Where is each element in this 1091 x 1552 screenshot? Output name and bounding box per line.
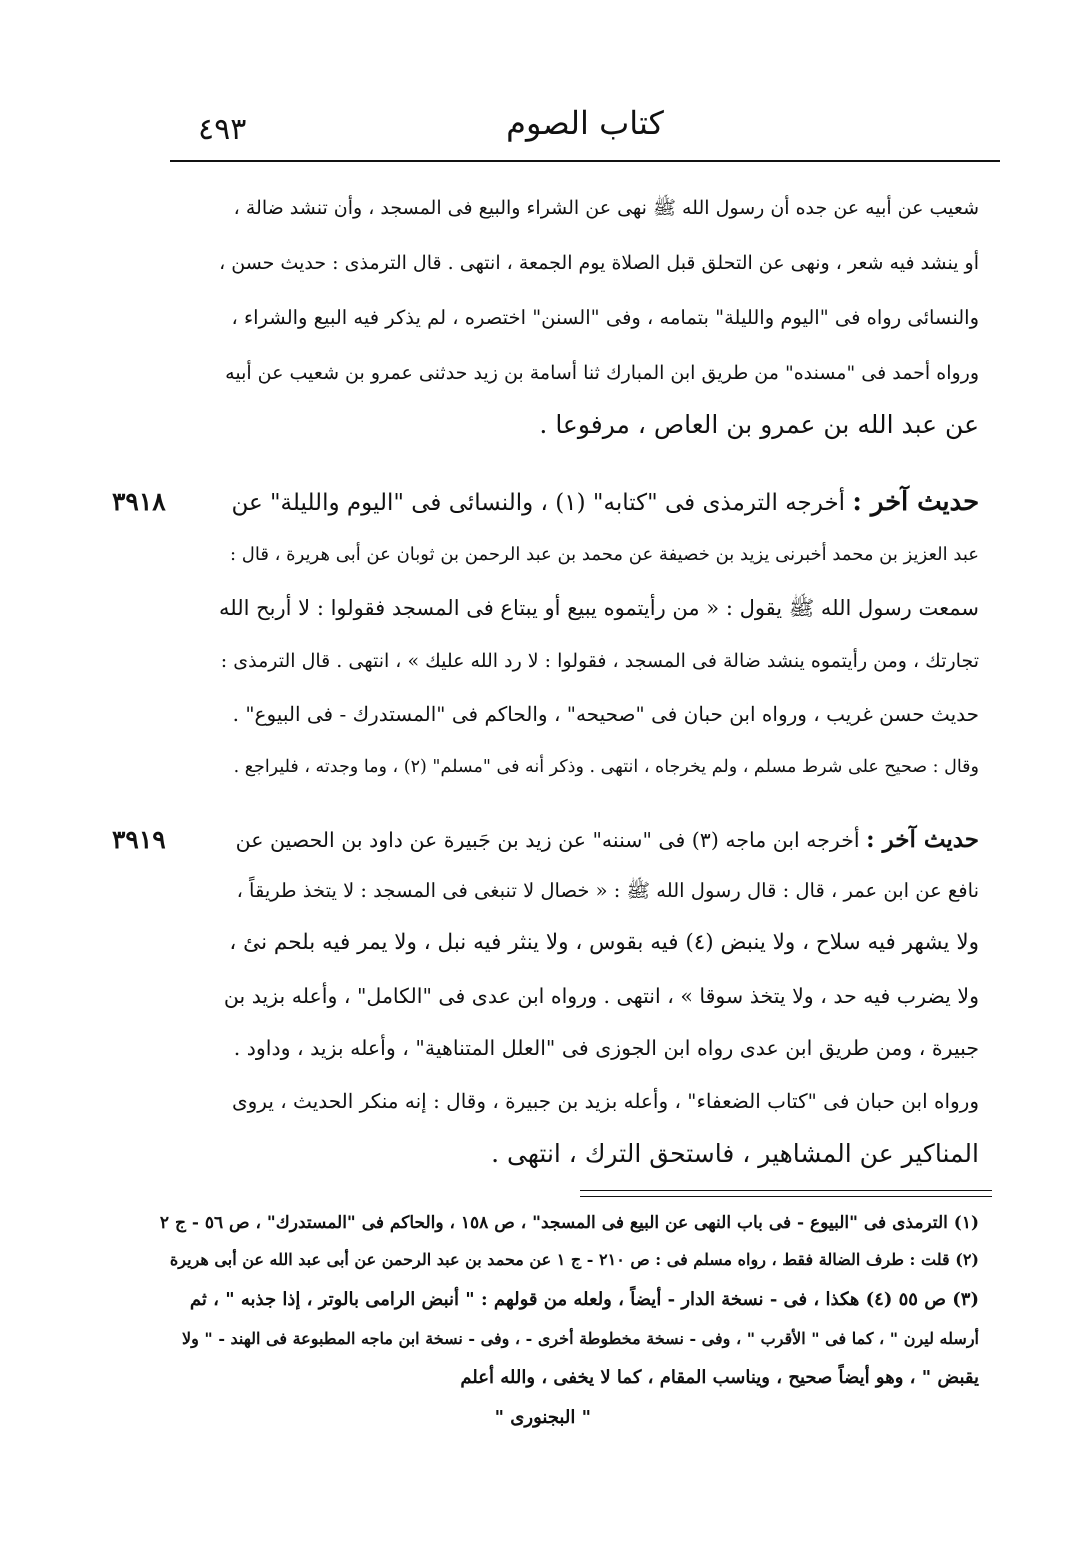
hadith-first-line xyxy=(231,484,979,520)
text-line: ورواه أحمد فى "مسنده" من طريق ابن المبارك ثنا أسامة بن زيد حدثنى عمرو بن شعيب عن أبيه xyxy=(225,362,979,384)
text-line: سمعت رسول الله ﷺ يقول : « من رأيتموه يبيع أو يبتاع فى المسجد فقولوا : لا أربح الله xyxy=(219,596,979,620)
text-line: أو ينشد فيه شعر ، ونهى عن التحلق قبل الصلاة يوم الجمعة ، انتهى . قال الترمذى : حديث حسن ، xyxy=(219,252,979,274)
text-line: وقال : صحيح على شرط مسلم ، ولم يخرجاه ، انتهى . وذكر أنه فى "مسلم" (٢) ، وما وجدته ، فليراجع . xyxy=(233,757,979,777)
text-line: تجارتك ، ومن رأيتموه ينشد ضالة فى المسجد ، فقولوا : لا رد الله عليك » ، انتهى . قال الترمذى : xyxy=(220,650,979,672)
text-line: جبيرة ، ومن طريق ابن عدى رواه ابن الجوزى فى "العلل المتناهية" ، وأعله بزيد ، وداود . xyxy=(233,1036,979,1060)
text-line: ولا يشهر فيه سلاح ، ولا ينبض (٤) فيه بقوس ، ولا ينثر فيه نبل ، ولا يمر فيه بلحم نئ ، xyxy=(229,930,979,955)
text-line: ولا يضرب فيه حد ، ولا يتخذ سوقا » ، انتهى . ورواه ابن عدى فى "الكامل" ، وأعله بزيد بن xyxy=(223,984,979,1008)
header-divider xyxy=(170,160,1000,162)
hadith-lead: حديث آخر : xyxy=(852,487,979,517)
hadith-number: ٣٩١٩ xyxy=(112,825,166,854)
hadith-number: ٣٩١٨ xyxy=(112,487,166,516)
footnote: (١) الترمذى فى "البيوع - فى باب النهى عن البيع فى المسجد" ، ص ١٥٨ ، والحاكم فى "المستدرك" ، ص ٥٦ - ج ٢ xyxy=(159,1213,979,1233)
footnote: يقبض " ، وهو أيضاً صحيح ، ويناسب المقام ، كما لا يخفى ، والله أعلم xyxy=(460,1367,979,1388)
hadith-first-line-text: أخرجه الترمذى فى "كتابه" (١) ، والنسائى فى "اليوم والليلة" عن xyxy=(231,490,846,516)
footnote-divider xyxy=(580,1190,992,1191)
footnote: أرسله ليرن " ، كما فى " الأقرب " ، وفى - نسخة مخطوطة أخرى - ، وفى - نسخة ابن ماجه المطبوعة فى الهند - " ولا xyxy=(181,1329,979,1348)
page-title: كتاب الصوم xyxy=(506,104,664,142)
text-line: عبد العزيز بن محمد أخبرنى يزيد بن خصيفة عن محمد بن عبد الرحمن بن ثوبان عن أبى هريرة ، قال : xyxy=(229,544,979,565)
hadith-first-line xyxy=(236,822,979,858)
footnote-divider xyxy=(580,1196,992,1197)
hadith-lead: حديث آخر : xyxy=(866,826,979,853)
text-line: المناكير عن المشاهير ، فاستحق الترك ، انتهى . xyxy=(491,1139,979,1168)
footnote: (٢) قلت : طرف الضالة فقط ، رواه مسلم فى : ص ٢١٠ - ج ١ عن محمد بن عبد الرحمن عن أبى عبد الله عن أبى هريرة xyxy=(169,1250,979,1269)
page-header xyxy=(170,102,1000,154)
footnote: (٣) ص ٥٥ (٤) هكذا ، فى - نسخة الدار - أيضاً ، ولعله من قولهم : " أنبض الرامى بالوتر ، إذا جذبه " ، ثم xyxy=(189,1289,979,1310)
hadith-first-line-text: أخرجه ابن ماجه (٣) فى "سننه" عن زيد بن جَبيرة عن داود بن الحصين عن xyxy=(235,828,860,852)
page-number: ٤٩٣ xyxy=(198,112,247,147)
text-line: والنسائى رواه فى "اليوم والليلة" بتمامه ، وفى "السنن" اختصره ، لم يذكر فيه البيع والشراء ، xyxy=(231,306,979,329)
text-line: حديث حسن غريب ، ورواه ابن حبان فى "صحيحه" ، والحاكم فى "المستدرك - فى البيوع" . xyxy=(232,702,979,726)
text-line: عن عبد الله بن عمرو بن العاص ، مرفوعا . xyxy=(539,410,979,439)
text-line: نافع عن ابن عمر ، قال : قال رسول الله ﷺ : « خصال لا تنبغى فى المسجد : لا يتخذ طريقاً ، xyxy=(236,879,979,902)
footnote-signature: " البجنورى " xyxy=(494,1407,591,1428)
text-line: شعيب عن أبيه عن جده أن رسول الله ﷺ نهى عن الشراء والبيع فى المسجد ، وأن تنشد ضالة ، xyxy=(233,197,979,219)
text-line: ورواه ابن حبان فى "كتاب الضعفاء" ، وأعله بزيد بن جبيرة ، وقال : إنه منكر الحديث ، يروى xyxy=(231,1089,979,1113)
